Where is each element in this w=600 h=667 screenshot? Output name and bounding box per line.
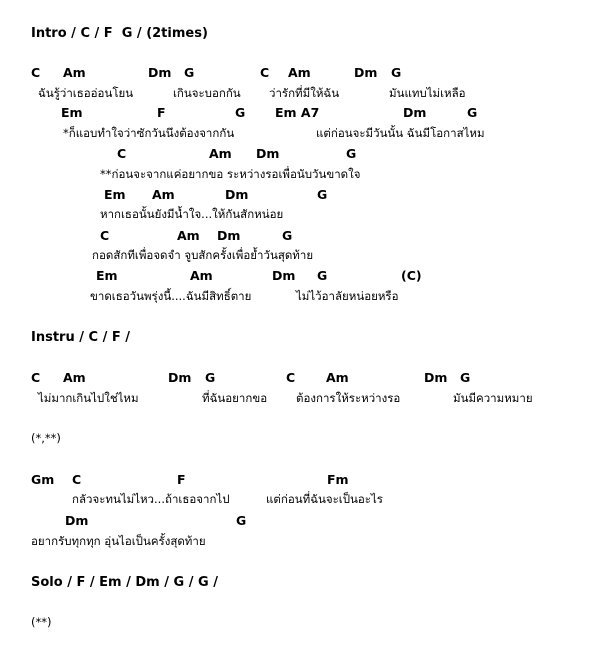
chorus-chord: G [317,187,328,202]
chorus-chord: Am [177,228,200,243]
chorus-chord: Am [190,268,213,283]
verse1-chord: G [391,65,402,80]
verse1-chord: G [467,105,478,120]
solo-line: Solo / F / Em / Dm / G / G / [31,575,218,590]
chorus-lyric: หากเธอนั้นยังมีน้ำใจ...ให้กันสักหน่อย [100,207,284,221]
verse1-chord: Dm [148,65,172,80]
verse1-chord: C [260,65,270,80]
chorus-chord: Em [104,187,126,202]
chorus-chord: C [100,228,110,243]
verse2-chord: Am [326,370,349,385]
verse2-chord: Dm [424,370,448,385]
chorus-chord: (C) [401,268,422,283]
bridge-lyric: อยากรับทุกทุก อุ่นไอเป็นครั้งสุดท้าย [31,534,206,548]
verse1-lyric: แต่ก่อนจะมีวันนั้น ฉันมีโอกาสไหม [316,126,485,140]
bridge-chord: G [236,513,247,528]
verse2-chord: C [286,370,296,385]
bridge-chord: Dm [65,513,89,528]
chorus-chord: C [117,146,127,161]
verse2-chord: G [205,370,216,385]
verse1-chord: Em A7 [275,105,320,120]
chorus-lyric: ขาดเธอวันพรุ่งนี้....ฉันมีสิทธิ์ตาย [90,289,252,303]
chorus-lyric: **ก่อนจะจากแค่อยากขอ ระหว่างรอเพื่อนับวันขาดใจ [100,167,361,181]
verse1-chord: Am [288,65,311,80]
verse1-chord: F [157,105,166,120]
chorus-chord: Dm [225,187,249,202]
verse1-chord: Am [63,65,86,80]
verse1-chord: Dm [403,105,427,120]
bridge-lyric: กลัวจะทนไม่ไหว...ถ้าเธอจากไป [72,492,230,506]
repeat-marker: (*,**) [31,431,61,445]
verse2-lyric: มันมีความหมาย [453,391,533,405]
chorus-chord: Dm [272,268,296,283]
chorus-chord: Em [96,268,118,283]
verse2-lyric: ต้องการให้ระหว่างรอ [296,391,401,405]
verse2-chord: Am [63,370,86,385]
intro-line: Intro / C / F G / (2times) [31,26,208,41]
verse1-lyric: ฉันรู้ว่าเธออ่อนโยน [38,86,134,100]
verse1-chord: Em [61,105,83,120]
bridge-chord: F [177,472,186,487]
chorus-chord: G [346,146,357,161]
verse1-lyric: *ก็แอบทำใจว่าซักวันนึงต้องจากกัน [63,126,235,140]
chorus-chord: Dm [217,228,241,243]
chorus-chord: G [282,228,293,243]
verse2-lyric: ที่ฉันอยากขอ [202,391,268,405]
verse2-chord: C [31,370,41,385]
bridge-chord: Gm [31,472,55,487]
verse1-chord: Dm [354,65,378,80]
chorus-chord: G [317,268,328,283]
repeat-marker: (**) [31,615,52,629]
verse2-lyric: ไม่มากเกินไปใช่ไหม [38,391,139,405]
verse1-chord: C [31,65,41,80]
chorus-chord: Am [209,146,232,161]
bridge-chord: C [72,472,82,487]
verse2-chord: Dm [168,370,192,385]
verse1-chord: G [235,105,246,120]
chorus-chord: Dm [256,146,280,161]
verse1-lyric: เกินจะบอกกัน [173,86,241,100]
verse1-chord: G [184,65,195,80]
bridge-chord: Fm [327,472,349,487]
verse2-chord: G [460,370,471,385]
bridge-lyric: แต่ก่อนที่ฉันจะเป็นอะไร [266,492,383,506]
verse1-lyric: มันแทบไม่เหลือ [389,86,466,100]
chorus-chord: Am [152,187,175,202]
verse1-lyric: ว่ารักที่มีให้ฉัน [269,86,340,100]
chorus-lyric: กอดสักทีเพื่อจดจำ จูบสักครั้งเพื่อย้ำวันสุดท้าย [92,248,314,262]
instru-line: Instru / C / F / [31,330,131,345]
chorus-lyric: ไม่ไว้อาลัยหน่อยหรือ [296,289,399,303]
